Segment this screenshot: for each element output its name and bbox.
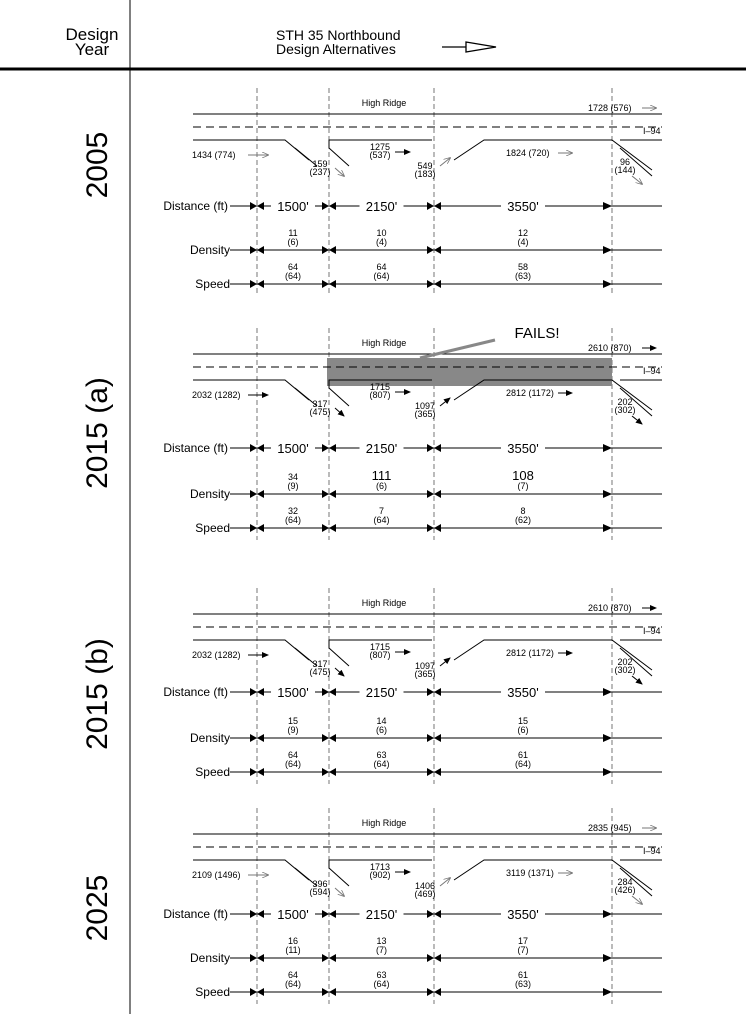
flow-arrow-icon [335, 888, 344, 896]
off-ramp-1-volume-value: 396 [312, 879, 328, 889]
off-ramp-2-volume-value: 96 [619, 157, 631, 167]
density-value-paren: (6) [376, 481, 387, 491]
design-panel-0 [81, 88, 662, 296]
density-end-arrow-icon [603, 734, 612, 742]
density-value-paren: (7) [517, 945, 529, 955]
speed-row-label: Speed [195, 521, 230, 535]
segment-3-volume: 1824 (720) [506, 148, 550, 158]
speed-value-paren: (64) [284, 515, 302, 525]
speed-row-label: Speed [195, 765, 230, 779]
flow-arrow-icon [440, 658, 450, 666]
distance-row-label: Distance (ft) [163, 199, 228, 213]
speed-value-paren: (64) [373, 271, 390, 281]
flow-arrow-icon [335, 408, 344, 416]
speed-row-label: Speed [195, 277, 230, 291]
distance-value-3: 3550' [507, 685, 539, 700]
speed-value-paren: (63) [514, 271, 532, 281]
distance-value-1: 1500' [277, 907, 309, 922]
segment-2-volume-value-paren: (537) [369, 150, 391, 160]
speed-value-paren: (64) [284, 979, 302, 989]
density-value: 14 [376, 716, 387, 726]
segment-2-volume-value: 1713 [369, 862, 391, 872]
speed-value: 63 [376, 970, 387, 980]
flow-arrow-icon [632, 176, 642, 184]
segment-2-volume-value: 1715 [369, 642, 391, 652]
density-value-paren: (6) [517, 725, 529, 735]
distance-end-arrow-icon [603, 444, 612, 452]
segment-2-volume-value-paren: (902) [369, 870, 391, 880]
interchange-label-high-ridge: High Ridge [361, 338, 407, 348]
segment-3-volume: 2812 (1172) [506, 648, 554, 658]
speed-value: 58 [517, 262, 529, 272]
off-ramp-1-volume-value-paren: (237) [309, 167, 331, 177]
distance-value-2: 2150' [365, 199, 398, 214]
interchange-label-high-ridge: High Ridge [361, 98, 407, 108]
speed-value: 64 [287, 750, 299, 760]
distance-value-2: 2150' [365, 441, 398, 456]
interchange-label-high-ridge: High Ridge [361, 598, 407, 608]
mainline-exit-volume: 2610 (870) [588, 343, 632, 353]
distance-value-3: 3550' [507, 199, 539, 214]
segment-3-volume: 2812 (1172) [506, 388, 554, 398]
design-year-label: 2025 [81, 874, 114, 942]
density-value-paren: (6) [287, 237, 299, 247]
speed-value: 61 [517, 750, 529, 760]
mainline-entry-volume: 2032 (1282) [192, 390, 241, 400]
mainline-entry-volume: 2032 (1282) [192, 650, 241, 660]
mainline-exit-volume: 1728 (576) [588, 103, 632, 113]
speed-value-paren: (64) [373, 515, 390, 525]
speed-value-paren: (64) [284, 759, 302, 769]
direction-arrow-icon [442, 42, 496, 52]
distance-value-1: 1500' [277, 441, 309, 456]
flow-arrow-icon [335, 668, 344, 676]
design-panel-1 [81, 325, 662, 540]
density-value-paren: (7) [517, 481, 529, 491]
density-row-label: Density [189, 951, 230, 965]
density-value: 15 [287, 716, 299, 726]
speed-end-arrow-icon [603, 988, 612, 996]
mainline-entry-volume: 2109 (1496) [192, 870, 241, 880]
distance-row-label: Distance (ft) [163, 441, 228, 455]
segment-3-volume: 3119 (1371) [506, 868, 554, 878]
off-ramp-2-volume-value-paren: (144) [614, 165, 636, 175]
distance-value-3: 3550' [507, 441, 539, 456]
design-panel-3 [81, 808, 662, 1004]
speed-end-arrow-icon [603, 768, 612, 776]
speed-value: 8 [520, 506, 526, 516]
density-value: 15 [517, 716, 529, 726]
segment-2-volume-value: 1275 [369, 142, 391, 152]
on-ramp-1-volume-value: 1406 [414, 881, 436, 891]
speed-value: 61 [517, 970, 529, 980]
fails-callout-leader [420, 340, 495, 358]
density-value: 11 [288, 228, 298, 238]
on-ramp-1-volume-value: 549 [417, 161, 433, 171]
on-ramp-1-volume-value: 1097 [414, 661, 436, 671]
design-year-label: 2005 [81, 131, 114, 199]
off-ramp-2-volume-value: 284 [617, 877, 633, 887]
interchange-label-i94: I–94 [643, 846, 661, 856]
speed-value: 64 [287, 970, 299, 980]
segment-2-volume-value-paren: (807) [369, 650, 391, 660]
speed-value: 32 [287, 506, 299, 516]
segment-2-volume-value: 1715 [369, 382, 391, 392]
distance-value-2: 2150' [365, 907, 398, 922]
density-value-paren: (4) [376, 237, 387, 247]
distance-value-1: 1500' [277, 685, 309, 700]
density-value-paren: (9) [287, 725, 299, 735]
design-year-label: 2015 (b) [81, 638, 114, 750]
speed-row-label: Speed [195, 985, 230, 999]
interchange-label-i94: I–94 [643, 126, 661, 136]
density-end-arrow-icon [603, 490, 612, 498]
distance-value-1: 1500' [277, 199, 309, 214]
speed-end-arrow-icon [603, 280, 612, 288]
flow-arrow-icon [632, 416, 642, 424]
off-ramp-2-volume-value: 202 [617, 657, 633, 667]
on-ramp-1-volume-value-paren: (365) [414, 409, 436, 419]
mainline-exit-volume: 2610 (870) [588, 603, 632, 613]
density-value: 17 [517, 936, 529, 946]
mainline-exit-volume: 2835 (945) [588, 823, 632, 833]
density-value: 34 [287, 472, 299, 482]
distance-row-label: Distance (ft) [163, 907, 228, 921]
distance-value-2: 2150' [365, 685, 398, 700]
distance-end-arrow-icon [603, 688, 612, 696]
flow-arrow-icon [440, 398, 450, 406]
density-end-arrow-icon [603, 954, 612, 962]
panels [81, 88, 662, 1004]
density-value-paren: (4) [517, 237, 529, 247]
flow-arrow-icon [632, 896, 642, 904]
design-year-label: 2015 (a) [81, 377, 114, 489]
speed-value-paren: (64) [514, 759, 532, 769]
density-row-label: Density [189, 731, 230, 745]
flow-arrow-icon [335, 168, 344, 176]
off-ramp-edge [329, 868, 349, 886]
off-ramp-2-volume-value: 202 [617, 397, 633, 407]
on-ramp-1-volume-value-paren: (469) [414, 889, 436, 899]
design-year-label-line1: Design [65, 25, 119, 44]
density-value: 108 [512, 468, 534, 483]
distance-value-3: 3550' [507, 907, 539, 922]
density-value-paren: (7) [376, 945, 387, 955]
mainline-entry-volume: 1434 (774) [192, 150, 236, 160]
density-value: 111 [371, 468, 392, 483]
distance-row-label: Distance (ft) [163, 685, 228, 699]
speed-value: 7 [378, 506, 385, 516]
speed-value-paren: (62) [514, 515, 532, 525]
segment-2-volume-value-paren: (807) [369, 390, 391, 400]
density-row-label: Density [189, 243, 230, 257]
off-ramp-2-volume-value-paren: (426) [614, 885, 636, 895]
off-ramp-2-volume-value-paren: (302) [614, 665, 636, 675]
off-ramp-1-volume-value: 159 [312, 159, 328, 169]
flow-arrow-icon [440, 158, 450, 166]
speed-value-paren: (64) [284, 271, 302, 281]
flow-arrow-icon [440, 878, 450, 886]
speed-value: 64 [376, 262, 387, 272]
speed-value: 63 [376, 750, 387, 760]
off-ramp-1-volume-value-paren: (475) [309, 407, 331, 417]
density-value-paren: (11) [285, 945, 301, 955]
density-value-paren: (6) [376, 725, 387, 735]
density-row-label: Density [189, 487, 230, 501]
off-ramp-1-volume-value: 317 [312, 399, 328, 409]
on-ramp-1-volume-value: 1097 [414, 401, 436, 411]
on-ramp-1-volume-value-paren: (183) [414, 169, 436, 179]
speed-value-paren: (64) [373, 759, 390, 769]
off-ramp-edge [329, 388, 349, 406]
speed-end-arrow-icon [603, 524, 612, 532]
off-ramp-edge [329, 148, 349, 166]
density-value: 12 [517, 228, 529, 238]
speed-value: 64 [287, 262, 299, 272]
page-title-line2: Design Alternatives [276, 41, 396, 57]
interchange-label-high-ridge: High Ridge [361, 818, 407, 828]
density-value-paren: (9) [287, 481, 299, 491]
interchange-label-i94: I–94 [643, 366, 661, 376]
interchange-label-i94: I–94 [643, 626, 661, 636]
density-value: 10 [376, 228, 387, 238]
off-ramp-1-volume-value-paren: (594) [309, 887, 331, 897]
off-ramp-1-volume-value: 317 [312, 659, 328, 669]
flow-arrow-icon [632, 676, 642, 684]
speed-value-paren: (64) [373, 979, 390, 989]
off-ramp-edge [329, 648, 349, 666]
distance-end-arrow-icon [603, 910, 612, 918]
density-end-arrow-icon [603, 246, 612, 254]
design-panel-2 [81, 588, 662, 784]
off-ramp-1-volume-value-paren: (475) [309, 667, 331, 677]
on-ramp-1-volume-value-paren: (365) [414, 669, 436, 679]
fails-label: FAILS! [514, 325, 560, 342]
design-year-label-line2: Year [74, 40, 110, 59]
density-value: 16 [287, 936, 299, 946]
speed-value-paren: (63) [514, 979, 532, 989]
page-title-line1: STH 35 Northbound [276, 27, 401, 43]
density-value: 13 [376, 936, 387, 946]
off-ramp-2-volume-value-paren: (302) [614, 405, 636, 415]
distance-end-arrow-icon [603, 202, 612, 210]
